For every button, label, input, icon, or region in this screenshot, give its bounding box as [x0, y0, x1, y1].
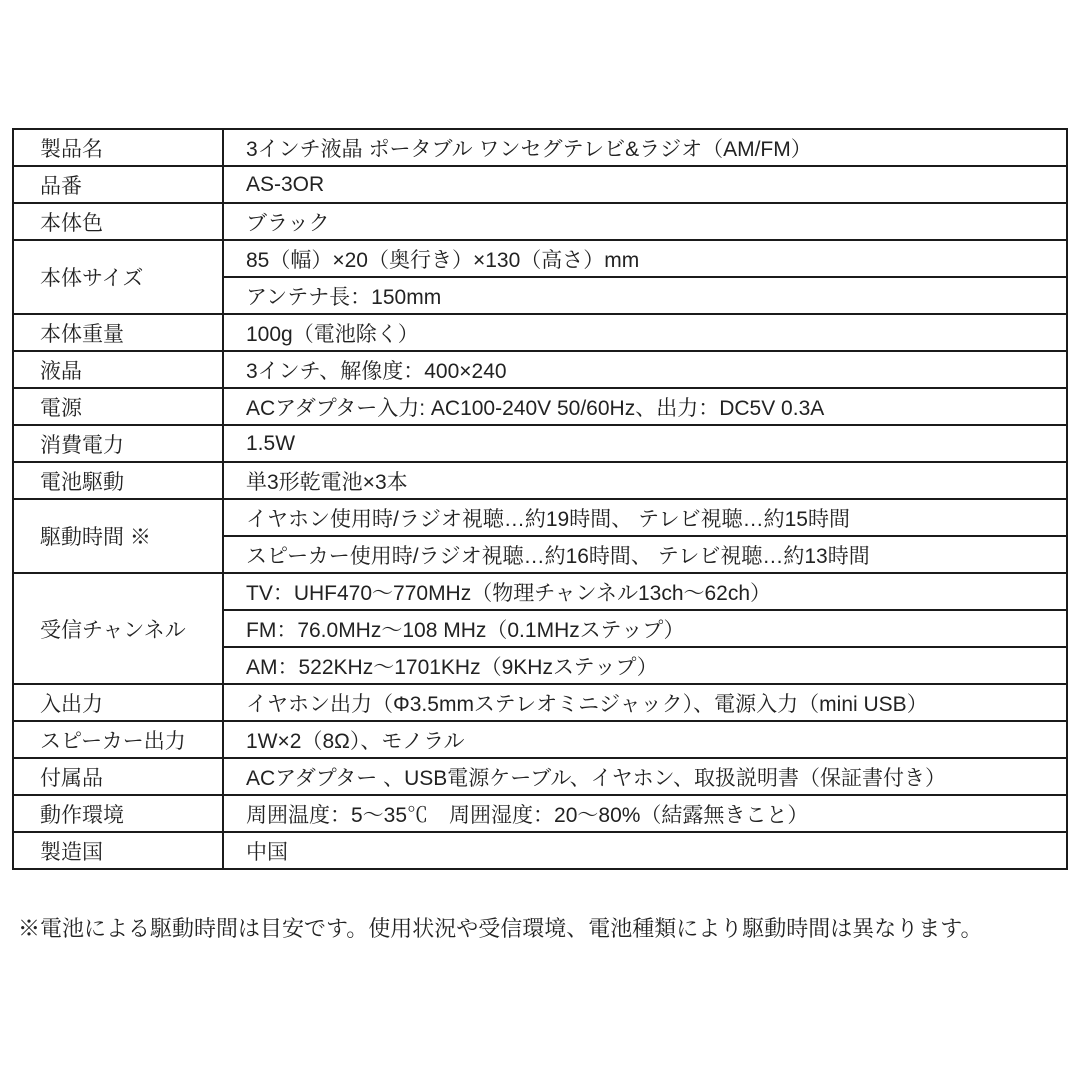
spec-value: FM：76.0MHz〜108 MHz（0.1MHzステップ）: [223, 610, 1067, 647]
spec-value: イヤホン出力（Φ3.5mmステレオミニジャック）、電源入力（mini USB）: [223, 684, 1067, 721]
spec-value: ブラック: [223, 203, 1067, 240]
table-row: [13, 314, 1067, 351]
spec-label: 製造国: [13, 832, 223, 869]
spec-value: ACアダプター 、USB電源ケーブル、イヤホン、取扱説明書（保証書付き）: [223, 758, 1067, 795]
spec-label: 入出力: [13, 684, 223, 721]
spec-value: スピーカー使用時/ラジオ視聴…約16時間、 テレビ視聴…約13時間: [223, 536, 1067, 573]
table-row: [13, 758, 1067, 795]
table-row: [13, 684, 1067, 721]
spec-label: 電池駆動: [13, 462, 223, 499]
spec-label: 本体色: [13, 203, 223, 240]
table-row: [13, 795, 1067, 832]
table-row: [13, 166, 1067, 203]
spec-value: 単3形乾電池×3本: [223, 462, 1067, 499]
table-row: [13, 203, 1067, 240]
spec-label: スピーカー出力: [13, 721, 223, 758]
spec-value: 100g（電池除く）: [223, 314, 1067, 351]
spec-value: 中国: [223, 832, 1067, 869]
spec-value: 1W×2（8Ω）、モノラル: [223, 721, 1067, 758]
spec-value: アンテナ長：150mm: [223, 277, 1067, 314]
table-row: [13, 573, 1067, 610]
battery-duration-footnote: ※電池による駆動時間は目安です。使用状況や受信環境、電池種類により駆動時間は異なります。: [18, 916, 983, 941]
spec-value: ACアダプター入力: AC100-240V 50/60Hz、出力：DC5V 0.3A: [223, 388, 1067, 425]
spec-label: 本体重量: [13, 314, 223, 351]
table-row: [13, 462, 1067, 499]
table-row: [13, 832, 1067, 869]
table-row: [13, 129, 1067, 166]
spec-value: 85（幅）×20（奥行き）×130（高さ）mm: [223, 240, 1067, 277]
table-row: [13, 351, 1067, 388]
spec-label: 品番: [13, 166, 223, 203]
spec-value: TV：UHF470〜770MHz（物理チャンネル13ch〜62ch）: [223, 573, 1067, 610]
spec-label: 電源: [13, 388, 223, 425]
spec-label: 駆動時間 ※: [13, 499, 223, 573]
spec-table: [12, 128, 1068, 870]
spec-label: 本体サイズ: [13, 240, 223, 314]
spec-value: 3インチ液晶 ポータブル ワンセグテレビ&ラジオ（AM/FM）: [223, 129, 1067, 166]
spec-label: 動作環境: [13, 795, 223, 832]
spec-value: 1.5W: [223, 425, 1067, 462]
spec-label: 受信チャンネル: [13, 573, 223, 684]
spec-value: 3インチ、解像度：400×240: [223, 351, 1067, 388]
spec-value: 周囲温度：5〜35℃ 周囲湿度：20〜80%（結露無きこと）: [223, 795, 1067, 832]
table-row: [13, 388, 1067, 425]
spec-value: AM：522KHz〜1701KHz（9KHzステップ）: [223, 647, 1067, 684]
spec-value: AS-3OR: [223, 166, 1067, 203]
table-row: [13, 240, 1067, 277]
spec-label: 液晶: [13, 351, 223, 388]
spec-label: 製品名: [13, 129, 223, 166]
table-row: [13, 499, 1067, 536]
table-row: [13, 721, 1067, 758]
spec-value: イヤホン使用時/ラジオ視聴…約19時間、 テレビ視聴…約15時間: [223, 499, 1067, 536]
spec-label: 消費電力: [13, 425, 223, 462]
spec-label: 付属品: [13, 758, 223, 795]
table-row: [13, 425, 1067, 462]
